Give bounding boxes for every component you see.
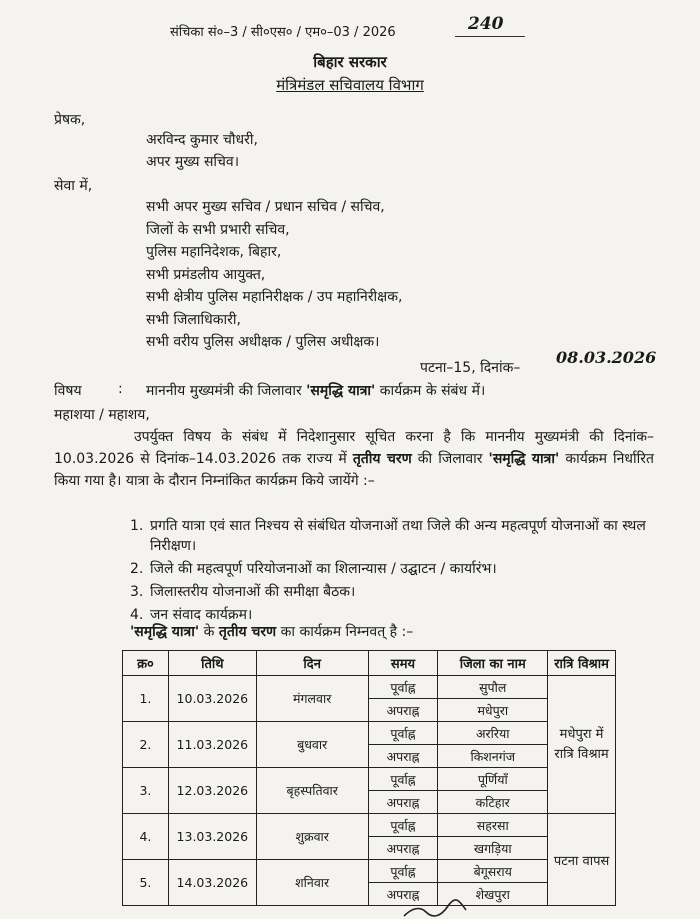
date-cell: 11.03.2026 [168,722,256,768]
government-name: बिहार सरकार [313,53,387,71]
salutation: महाशया / महाशय, [54,407,150,423]
sender-designation: अपर मुख्य सचिव। [146,154,240,170]
serial-cell: 5. [123,860,169,906]
table-row [123,814,616,837]
serial-cell: 3. [123,768,169,814]
recipient-line: सभी वरीय पुलिस अधीक्षक / पुलिस अधीक्षक। [146,334,380,350]
sender-name: अरविन्द कुमार चौधरी, [146,132,258,148]
subject-colon: : [118,381,123,397]
body-paragraph: उपर्युक्त विषय के संबंध में निदेशानुसार सूचित करना है कि माननीय मुख्यमंत्री की दिनांक–10.03.2026 से दिनांक–14.03.2026 तक राज्य में तृतीय चरण की जिलावार 'समृद्धि यात्रा' कार्यक्रम निर्धारित किया गया है। यात्रा के दौरान निम्नांकित कार्यक्रम किये जायेंगे :– [54,429,654,489]
district-cell: शेखपुरा [438,883,548,906]
time-cell: अपराह्न [368,699,438,722]
signature-scribble [400,898,470,919]
time-cell: पूर्वाह्न [368,768,438,791]
ref-underline [455,36,525,37]
district-cell: पूर्णियाँ [438,768,548,791]
time-cell: पूर्वाह्न [368,676,438,699]
dateline-place: पटना–15, दिनांक– [420,360,521,376]
serial-cell: 1. [123,676,169,722]
recipient-line: सभी जिलाधिकारी, [146,311,241,328]
serial-cell: 4. [123,814,169,860]
table-row [123,768,616,791]
time-cell: पूर्वाह्न [368,860,438,883]
serial-cell: 2. [123,722,169,768]
district-cell: किशनगंज [438,745,548,768]
recipient-line: सभी प्रमंडलीय आयुक्त, [146,266,266,283]
district-cell: खगड़िया [438,837,548,860]
recipient-line: पुलिस महानिदेशक, बिहार, [146,244,282,260]
col-header-district: जिला का नाम [438,651,548,676]
time-cell: अपराह्न [368,837,438,860]
recipient-line: सभी अपर मुख्य सचिव / प्रधान सचिव / सचिव, [146,199,385,215]
day-cell: मंगलवार [256,676,368,722]
handwritten-date: 08.03.2026 [556,348,657,367]
department-name: मंत्रिमंडल सचिवालय विभाग [276,76,424,94]
col-header-time: समय [368,651,438,676]
day-cell: बृहस्पतिवार [256,768,368,814]
district-cell: कटिहार [438,791,548,814]
col-header-night-rest: रात्रि विश्राम [548,651,616,676]
schedule-intro: 'समृद्धि यात्रा' के तृतीय चरण का कार्यक्रम निम्नवत् है :– [130,624,414,640]
date-cell: 14.03.2026 [168,860,256,906]
list-item: 4. जन संवाद कार्यक्रम। [130,607,253,623]
subject-text: माननीय मुख्यमंत्री की जिलावार 'समृद्धि यात्रा' कार्यक्रम के संबंध में। [146,383,486,399]
reference-number: संचिका सं०–3 / सी०एस० / एम०–03 / 2026 [170,25,396,40]
sender-label: प्रेषक, [54,112,86,128]
night-rest-cell: मधेपुरा में रात्रि विश्राम [548,676,616,814]
time-cell: अपराह्न [368,883,438,906]
day-cell: शुक्रवार [256,814,368,860]
district-cell: सुपौल [438,676,548,699]
list-item: 2. जिले की महत्वपूर्ण परियोजनाओं का शिलान्यास / उद्घाटन / कार्यारंभ। [130,561,497,577]
subject-label: विषय [54,383,82,399]
day-cell: शनिवार [256,860,368,906]
date-cell: 12.03.2026 [168,768,256,814]
list-item: 1. प्रगति यात्रा एवं सात निश्चय से संबंधित योजनाओं तथा जिले की अन्य महत्वपूर्ण योजनाओं का स्थल निरीक्षण। [130,518,646,554]
night-rest-cell: पटना वापस [548,814,616,906]
recipients-label: सेवा में, [54,178,93,194]
time-cell: अपराह्न [368,791,438,814]
district-cell: अररिया [438,722,548,745]
date-cell: 10.03.2026 [168,676,256,722]
table-row [123,860,616,883]
handwritten-ref-number: 240 [468,14,504,34]
col-header-serial: क्र० [123,651,169,676]
col-header-date: तिथि [168,651,256,676]
time-cell: पूर्वाह्न [368,722,438,745]
recipients-list [146,196,402,354]
date-cell: 13.03.2026 [168,814,256,860]
day-cell: बुधवार [256,722,368,768]
district-cell: सहरसा [438,814,548,837]
list-item: 3. जिलास्तरीय योजनाओं की समीक्षा बैठक। [130,584,356,600]
time-cell: पूर्वाह्न [368,814,438,837]
table-header-row [123,651,616,676]
recipient-line: जिलों के सभी प्रभारी सचिव, [146,221,290,238]
district-cell: बेगूसराय [438,860,548,883]
recipient-line: सभी क्षेत्रीय पुलिस महानिरीक्षक / उप महानिरीक्षक, [146,289,403,305]
district-cell: मधेपुरा [438,699,548,722]
program-list [130,516,650,628]
col-header-day: दिन [256,651,368,676]
time-cell: अपराह्न [368,745,438,768]
table-row [123,676,616,699]
table-row [123,722,616,745]
schedule-table [122,650,616,906]
